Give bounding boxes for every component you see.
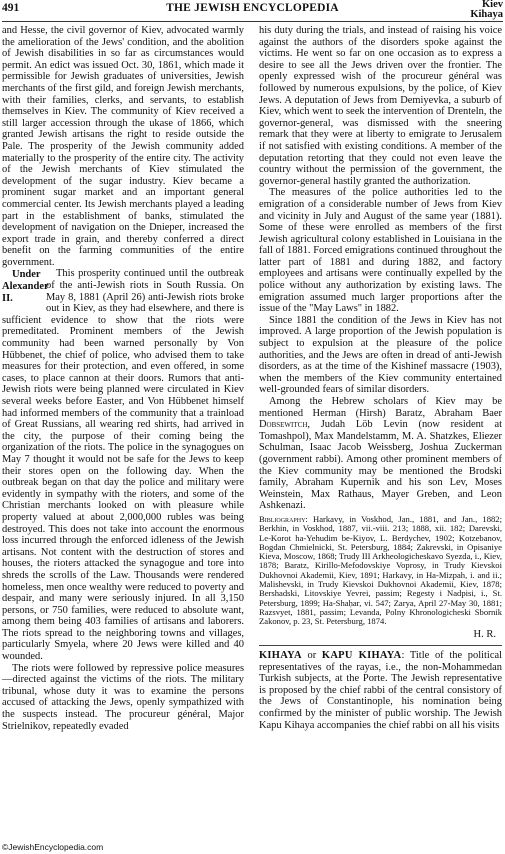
running-head-first: Kiev	[482, 0, 503, 10]
person-name: Dobsewitch	[259, 419, 308, 431]
copyright-footer: ©JewishEncyclopedia.com	[2, 842, 104, 852]
paragraph-text: This prosperity continued until the outbreak of the anti-Jewish riots in South Russia. On May 8, 1881 (April 26) anti-Jewish riots broke out in Kiev, as they had elsewhere, and there is sufficient evidence to show that the riots were premeditated. Prominent members of the Jewish community had been warned personally by Von Hübbenet, the chief of police, who advised them to take measures for their protection, and even offered, in some cases, to place cannon at their doors. Rumors that anti-Jewish riots were being planned were circulated in Kiev several weeks before Easter, and Von Hübbenet himself had informed members of the community that a trainload of Great Russians, all wearing red shirts, had arrived in the city, the purpose of their coming being the organization of the riots. The police in the synagogues on May 7 thought it would not be safe for the Jews to keep their stores open on the following day. When the outbreak began on that day the police and military were evidently in sympathy with the rioters, and some of the Christian merchants looked on with pleasure while property valued at about 2,000,000 rubles was being destroyed. This does not take into account the enormous loss incurred through the enforced idleness of the Jewish artisans. Not content with the destruction of stores and houses, the rioters attacked the synagogue and tore into shreds the scrolls of the Law. Thousands were rendered homeless, men once wealthy were reduced to poverty and despair, and many were seriously injured. In all 3,150 persons, or 750 families, were reduced to absolute want, among them being 403 families of artisans and laborers. The riots spread to the neighboring towns and villages, particularly Smyela, where 20 Jews were killed and 40 wounded.	[2, 268, 244, 663]
entry-kihaya	[259, 650, 502, 731]
right-column	[259, 25, 502, 731]
entry-text: : Title of the political representatives of the rayas, i.e., the non-Mohammedan Turkish subjects, at the Porte. The Jewish representative is proposed by the chief rabbi of the central consistory of the Jews of Constantinople, his nomination being confirmed by the minister of public worship. The Jewish Kapu Kihaya accompanies the chief rabbi on all his visits	[259, 650, 502, 731]
entry-connector: or	[301, 650, 322, 662]
running-head	[469, 0, 503, 20]
running-title: THE JEWISH ENCYCLOPEDIA	[166, 2, 339, 14]
bibliography-text: Harkavy, in Voskhod, Jan., 1881, and Jan., 1882; Berkhin, in Voskhod, 1887, vii.-viii. 213; 1888, xii. 182; Darevski, Le-Korot ha-Yehudim be-Kiyov, L. Berdychev, 1902; Kotzebanov, Bogdan Chmielnicki, St. Petersburg, 1884; Zakrevski, in Opisaniye Kieva, Moscow, 1868; Trudy III Arkheologicheskavo Syezda, i., Kiev, 1878; Baratz, Kirillo-Mefodovskiye Voprosy, in Trudy Kievskoi Dukhovnoi Akademii, Kiev, 1891; Harkavy, in Ha-Mizpah, i. and ii.; Malishevski, in Trudy Kievskoi Dukhovnoi Akademii, Kiev, 1878; Bershadski, Litovskiye Yevrei, passim; Regesty i Nadpisi, i., St. Petersburg, 1899; Ha-Shaḥar, vi. 547; Zarya, April 27-May 30, 1881; Razsvyet, 1881, passim; Levanda, Polny Khronologicheski Sbornik Zakonov, p. 23, St. Petersburg, 1874.	[259, 513, 502, 627]
header-rule	[2, 21, 503, 22]
entry-title: KIHAYA	[259, 650, 302, 662]
entry-separator	[259, 645, 502, 646]
bibliography-label: Bibliography:	[259, 513, 308, 524]
running-head-last: Kihaya	[470, 9, 503, 20]
paragraph: his duty during the trials, and instead of raising his voice against the authors of the disorders spoke against the victims. He went so far on one occasion as to express a desire to see all the Jews driven over the frontier. The openly expressed wish of the procureur général was followed by numerous expulsions, by the police, of Kiev Jews. A deputation of Jews from Demiyevka, a suburb of Kiev, which went to seek the intervention of Drenteln, the governor-general, was dismissed with the sneering remark that they were at liberty to emigrate to Jerusalem if not satisfied with existing conditions. A member of the deputation retorting that they could not even leave the country without the permission of the government, the governor-general hastily granted the authorization.	[259, 25, 502, 187]
page-number: 491	[2, 2, 20, 14]
paragraph-with-sidehead	[2, 268, 244, 662]
author-signature: H. R.	[473, 628, 496, 640]
entry-title-alt: KAPU KIHAYA	[321, 650, 402, 662]
paragraph-scholars	[259, 396, 502, 512]
paragraph: The measures of the police authorities led to the emigration of a considerable number of Jews from Kiev and vicinity in July and August of the same year (1881). Some of these were enrolled as members of the first Jewish agricultural colony established in Louisiana in the fall of 1881. Forced emigrations continued throughout the latter part of 1881 and during 1882, and factory employees and artisans were continually expelled by the police without any authorization by existing laws. The emigration assumed much larger proportions after the issue of the "May Laws" in 1882.	[259, 187, 502, 315]
paragraph: The riots were followed by repressive police measures—directed against the victims of the riots. The military tribunal, whose duty it was to examine the persons accused of attacking the Jews, openly sympathized with the suspects instead. The procureur général, Major Strielnikov, repeatedly evaded	[2, 662, 244, 732]
side-heading: Under Alexander II.	[2, 269, 49, 305]
paragraph: and Hesse, the civil governor of Kiev, advocated warmly the amelioration of the Jews' condition, and the abolition of Jewish disabilities in so far as circumstances would permit. An edict was issued Oct. 30, 1861, which made it permissible for Jewish graduates of universities, Jewish merchants of the first gild, and foreign Jewish merchants, with their families, clerks, and servants, to establish themselves in Kiev. The community of Kiev received a still larger accession through the ukase of 1866, which granted Jewish artisans the right to reside outside the Pale. The prosperity of the Jewish community added materially to the prosperity of the entire city. The activity of the Jewish merchants of Kiev stimulated the development of the sugar industry. Kiev became a prominent sugar market and an important general commercial center. Its Jewish merchants played a leading part in the establishment of banks, stimulated the development of navigation on the Dnieper, increased the export trade in grain, and thereby conferred a direct benefit on the farming communities of the entire government.	[2, 25, 244, 268]
paragraph-text: Among the Hebrew scholars of Kiev may be mentioned Herman (Hirsh) Baratz, Abraham Baer	[259, 396, 502, 419]
paragraph-text: , Judah Löb Levin (now resident at Tomashpol), Max Mandelstamm, M. A. Shatzkes, Eliezer Schulman, Isaac Jacob Weissberg, Joshua Zuckerman (government rabbi). Among other prominent members of the Kiev community may be mentioned the Brodski family, Abraham Kupernik and his son Lev, Moses Weinstein, Max Rathaus, Mayer Greben, and Leon Ashkenazi.	[259, 419, 502, 512]
bibliography	[259, 515, 502, 627]
page-header	[0, 0, 505, 20]
left-column	[2, 25, 244, 732]
paragraph: Since 1881 the condition of the Jews in Kiev has not improved. A large proportion of the Jewish population is subject to expulsion at the pleasure of the police authorities, and the Jews are often in dread of anti-Jewish disorders, as at the time of the Kishinef massacre (1903), when the members of the Kiev community entertained well-grounded fears of similar disorders.	[259, 314, 502, 396]
